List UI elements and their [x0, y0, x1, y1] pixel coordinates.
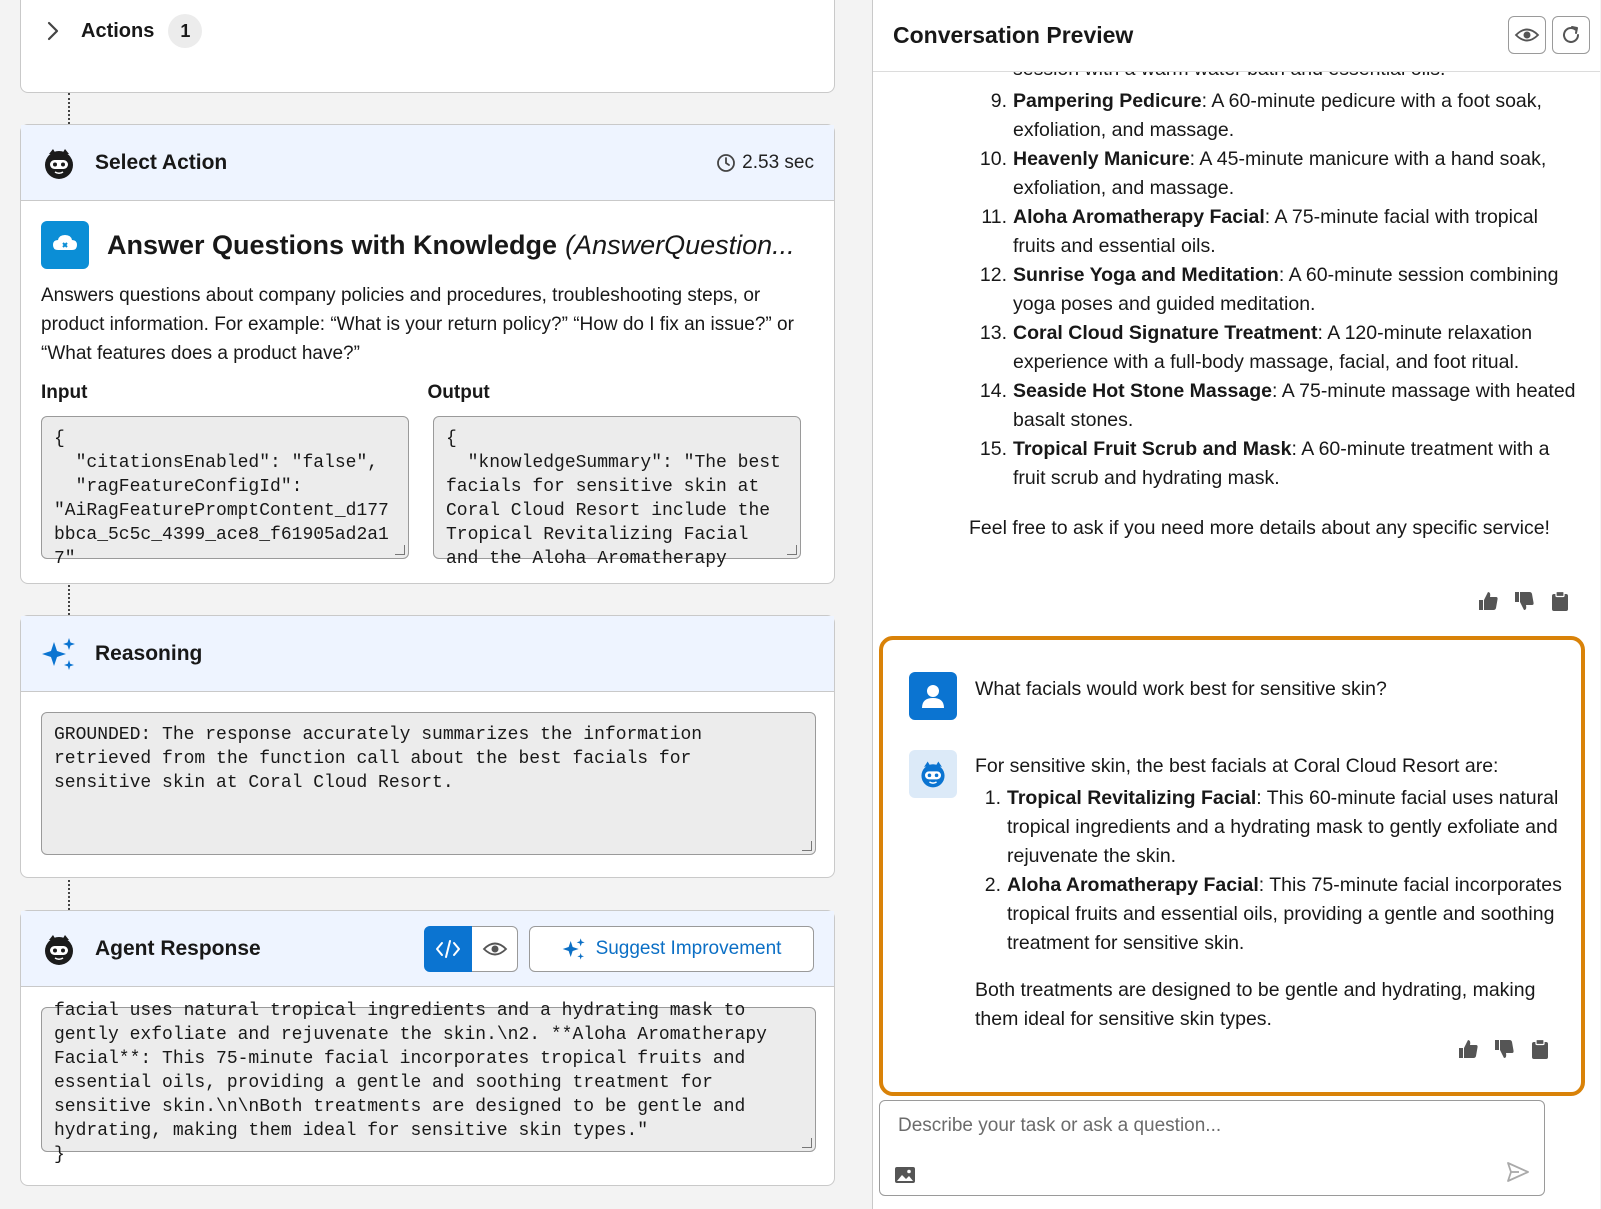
actions-count-badge: 1: [168, 14, 202, 48]
actions-label: Actions: [81, 19, 155, 42]
reasoning-card: [20, 615, 835, 878]
reasoning-title: Reasoning: [95, 641, 203, 665]
sparkle-icon: [41, 636, 77, 672]
code-view-button[interactable]: [424, 926, 472, 972]
input-json-box[interactable]: [41, 416, 409, 569]
bot-message-intro: For sensitive skin, the best facials at Coral Cloud Resort are:: [975, 755, 1499, 777]
services-list: [969, 87, 1579, 493]
select-action-card: [20, 124, 835, 584]
action-description: Answers questions about company policies and procedures, troubleshooting steps, or product information. For example: “What is your return policy?” “How do I fix an issue?” or “What features does a product have?”: [41, 285, 794, 364]
refresh-icon: [1560, 24, 1582, 46]
step-connector: [68, 585, 70, 615]
reasoning-text-box[interactable]: [41, 712, 816, 855]
bot-recommendations-list: [975, 784, 1565, 958]
output-json-text: { "knowledgeSummary": "The best facials for sensitive skin at Coral Cloud Resort include the Tropical Revitalizing Facial and the Aloha Aromatherapy: [446, 429, 781, 569]
timing-value: 2.53 sec: [742, 151, 814, 173]
agent-response-header: [21, 911, 834, 987]
user-message: What facials would work best for sensitive skin?: [975, 678, 1387, 700]
preview-eye-button[interactable]: [1508, 16, 1546, 54]
output-label: Output: [427, 382, 490, 403]
list-item: 11. Aloha Aromatherapy Facial: A 75-minute facial with tropical fruits and essential oils.: [981, 206, 1538, 257]
bot-icon: [41, 931, 77, 967]
refresh-button[interactable]: [1552, 16, 1590, 54]
thumbs-up-icon[interactable]: [1477, 590, 1499, 612]
resize-handle[interactable]: [395, 545, 405, 555]
message-composer: [879, 1100, 1545, 1196]
actions-card: [20, 0, 835, 93]
clock-icon: [716, 153, 736, 173]
action-title: Answer Questions with Knowledge: [107, 229, 558, 260]
sparkle-icon: [562, 937, 586, 961]
preview-view-button[interactable]: [472, 926, 518, 972]
actions-toggle[interactable]: [43, 14, 202, 48]
list-item: 13. Coral Cloud Signature Treatment: A 120-minute relaxation experience with a full-body massage, facial, and foot ritual.: [979, 322, 1533, 373]
bot-avatar: [909, 750, 957, 798]
thumbs-down-icon[interactable]: [1513, 590, 1535, 612]
user-icon: [918, 681, 948, 711]
conversation-preview-pane: [872, 0, 1600, 1209]
thumbs-down-icon[interactable]: [1493, 1038, 1515, 1060]
list-item: 10. Heavenly Manicure: A 45-minute manicure with a hand soak, exfoliation, and massage.: [979, 148, 1547, 199]
list-item: 1. Tropical Revitalizing Facial: This 60-minute facial uses natural tropical ingredients and a hydrating mask to gently exfoliate and rejuvenate the skin.: [984, 787, 1559, 867]
image-icon[interactable]: [894, 1165, 916, 1185]
send-icon[interactable]: [1506, 1161, 1530, 1183]
list-item: 12. Sunrise Yoga and Meditation: A 60-minute session combining yoga poses and guided meditation.: [979, 264, 1559, 315]
message-feedback: [1457, 1038, 1551, 1060]
step-connector: [68, 880, 70, 910]
highlighted-exchange: [879, 636, 1585, 1096]
chevron-right-icon: [43, 19, 63, 43]
preview-header: [873, 0, 1600, 72]
eye-icon: [483, 940, 507, 958]
knowledge-icon: [41, 221, 89, 269]
step-connector: [68, 93, 70, 124]
message-closing: Feel free to ask if you need more details about any specific service!: [969, 517, 1550, 539]
eye-icon: [1515, 26, 1539, 44]
agent-response-text-box[interactable]: [41, 1001, 816, 1165]
action-title-row: [21, 201, 834, 269]
bot-icon: [917, 758, 949, 790]
list-item: 14. Seaside Hot Stone Massage: A 75-minute massage with heated basalt stones.: [979, 380, 1576, 431]
conversation-scroll-area[interactable]: [873, 72, 1601, 632]
message-feedback: [1477, 590, 1571, 612]
message-input[interactable]: [880, 1101, 1544, 1151]
list-item: 15. Tropical Fruit Scrub and Mask: A 60-minute treatment with a fruit scrub and hydrating mask.: [979, 438, 1550, 489]
select-action-title: Select Action: [95, 150, 228, 174]
view-mode-toggle: [424, 926, 518, 972]
code-icon: [435, 938, 461, 960]
suggest-improvement-label: Suggest Improvement: [595, 937, 782, 959]
agent-response-text: facial uses natural tropical ingredients and a hydrating mask to gently exfoliate and rejuvenate the skin.\n2. **Aloha Aromatherapy Facial**: This 75-minute facial incorporates tropical fruits and essential oils, providing a gentle and soothing treatment for sensitive skin.\n\nBoth treatments are designed to be gentle and hydrating, making them ideal for sensitive skin types." }: [54, 1001, 767, 1165]
action-api-name: (AnswerQuestion...: [565, 229, 795, 260]
agent-response-title: Agent Response: [95, 936, 261, 960]
clipboard-icon[interactable]: [1549, 590, 1571, 612]
list-item: 9. Pampering Pedicure: A 60-minute pedicure with a foot soak, exfoliation, and massage.: [990, 90, 1542, 141]
resize-handle[interactable]: [802, 1138, 812, 1148]
clipboard-icon[interactable]: [1529, 1038, 1551, 1060]
timing-indicator: [716, 152, 814, 174]
thumbs-up-icon[interactable]: [1457, 1038, 1479, 1060]
suggest-improvement-button[interactable]: [529, 926, 814, 972]
agent-response-card: [20, 910, 835, 1186]
reasoning-text: GROUNDED: The response accurately summarizes the information retrieved from the function call about the best facials for sensitive skin at Coral Cloud Resort.: [54, 725, 703, 793]
select-action-header: [21, 125, 834, 201]
output-json-box[interactable]: [433, 416, 801, 569]
reasoning-header: [21, 616, 834, 692]
list-item: 2. Aloha Aromatherapy Facial: This 75-minute facial incorporates tropical fruits and essential oils, providing a gentle and soothing treatment for sensitive skin.: [984, 874, 1562, 954]
bot-icon: [41, 145, 77, 181]
input-json-text: { "citationsEnabled": "false", "ragFeatureConfigId": "AiRagFeaturePromptContent_d177 bbca_5c5c_4399_ace8_f61905ad2a1 7": [54, 429, 389, 569]
resize-handle[interactable]: [802, 841, 812, 851]
input-label: Input: [41, 382, 88, 403]
resize-handle[interactable]: [787, 545, 797, 555]
user-avatar: [909, 672, 957, 720]
preview-title: Conversation Preview: [893, 22, 1134, 48]
bot-message-closing: Both treatments are designed to be gentle and hydrating, making them ideal for sensitive skin types.: [975, 979, 1536, 1030]
